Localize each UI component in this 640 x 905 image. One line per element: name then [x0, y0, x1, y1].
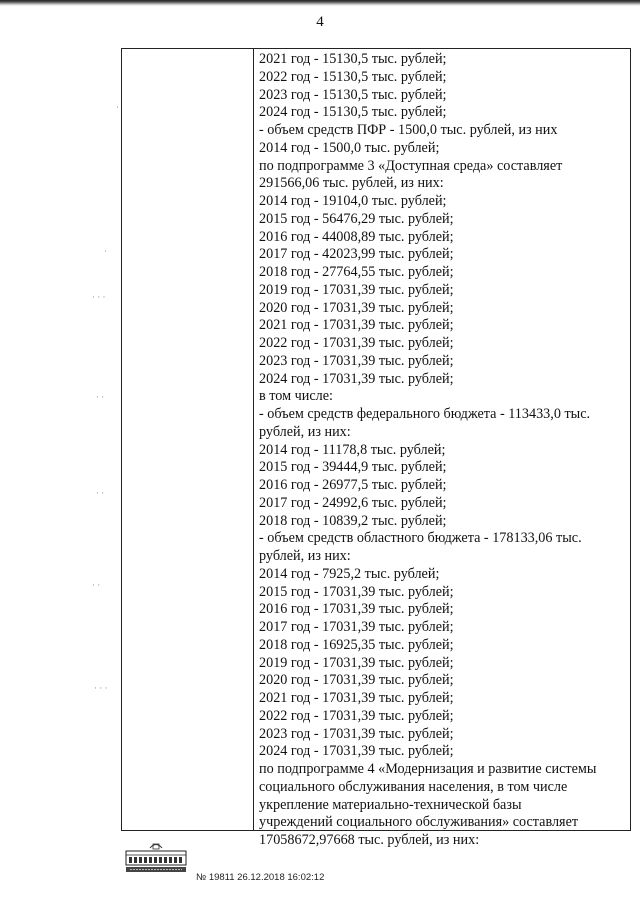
text-line: 2016 год - 26977,5 тыс. рублей;: [259, 477, 447, 493]
text-line: 2022 год - 17031,39 тыс. рублей;: [259, 335, 454, 351]
text-line: 2022 год - 15130,5 тыс. рублей;: [259, 68, 447, 85]
text-line: - объем средств ПФР - 1500,0 тыс. рублей, из них: [259, 122, 558, 138]
text-line: по подпрограмме 3 «Доступная среда» составляет: [259, 157, 563, 174]
text-line: 2019 год - 17031,39 тыс. рублей;: [259, 281, 454, 298]
scan-speck: · · ·: [94, 683, 108, 693]
text-line: 2014 год - 19104,0 тыс. рублей;: [259, 193, 447, 209]
text-line: 2023 год - 17031,39 тыс. рублей;: [259, 352, 454, 369]
text-line: 2020 год - 17031,39 тыс. рублей;: [259, 299, 454, 316]
registration-footer: № 19811 26.12.2018 16:02:12: [196, 872, 325, 883]
text-line: 2023 год - 15130,5 тыс. рублей;: [259, 86, 447, 103]
text-line: 2020 год - 17031,39 тыс. рублей;: [259, 672, 454, 689]
scan-speck: ·: [116, 102, 119, 112]
scan-edge: [0, 0, 640, 6]
text-line: укрепление материально-технической базы: [259, 796, 522, 813]
scan-speck: · ·: [96, 392, 105, 402]
text-line: 291566,06 тыс. рублей, из них:: [259, 175, 444, 192]
text-line: 2021 год - 17031,39 тыс. рублей;: [259, 690, 454, 706]
scan-speck: · ·: [92, 580, 101, 590]
funding-text-cell: [259, 51, 624, 850]
text-line: - объем средств федерального бюджета - 113433,0 тыс.: [259, 406, 591, 422]
text-line: 2019 год - 17031,39 тыс. рублей;: [259, 654, 454, 671]
scan-speck: · · ·: [92, 292, 106, 302]
text-line: 2024 год - 15130,5 тыс. рублей;: [259, 104, 447, 121]
text-line: 17058672,97668 тыс. рублей, из них:: [259, 832, 480, 848]
text-line: 2016 год - 17031,39 тыс. рублей;: [259, 601, 454, 618]
scan-speck: · ·: [96, 488, 105, 498]
text-line: 2023 год - 17031,39 тыс. рублей;: [259, 725, 454, 742]
text-line: 2017 год - 17031,39 тыс. рублей;: [259, 619, 454, 635]
text-line: 2017 год - 24992,6 тыс. рублей;: [259, 494, 447, 511]
text-line: социального обслуживания населения, в том числе: [259, 778, 568, 795]
text-line: 2014 год - 11178,8 тыс. рублей;: [259, 441, 446, 458]
text-line: рублей, из них:: [259, 423, 351, 440]
funding-table: [121, 48, 631, 848]
text-line: 2016 год - 44008,89 тыс. рублей;: [259, 228, 454, 245]
text-line: 2014 год - 1500,0 тыс. рублей;: [259, 139, 440, 156]
text-line: - объем средств областного бюджета - 178133,06 тыс.: [259, 530, 582, 547]
text-line: 2018 год - 16925,35 тыс. рублей;: [259, 636, 454, 653]
text-line: 2015 год - 17031,39 тыс. рублей;: [259, 583, 454, 600]
scan-speck: ·: [104, 246, 107, 256]
text-line: по подпрограмме 4 «Модернизация и развитие системы: [259, 761, 597, 777]
text-line: 2015 год - 56476,29 тыс. рублей;: [259, 210, 454, 227]
text-line: 2024 год - 17031,39 тыс. рублей;: [259, 370, 454, 387]
text-line: 2018 год - 10839,2 тыс. рублей;: [259, 512, 447, 529]
text-line: 2024 год - 17031,39 тыс. рублей;: [259, 743, 454, 760]
text-line: 2018 год - 27764,55 тыс. рублей;: [259, 264, 454, 280]
text-line: в том числе:: [259, 388, 333, 405]
text-line: 2021 год - 17031,39 тыс. рублей;: [259, 317, 454, 334]
text-line: учреждений социального обслуживания» составляет: [259, 814, 579, 831]
registry-stamp-icon: [122, 842, 190, 876]
column-divider: [253, 49, 254, 830]
text-line: 2021 год - 15130,5 тыс. рублей;: [259, 51, 447, 67]
text-line: 2017 год - 42023,99 тыс. рублей;: [259, 246, 454, 263]
text-line: 2022 год - 17031,39 тыс. рублей;: [259, 707, 454, 724]
text-line: рублей, из них:: [259, 548, 351, 564]
text-line: 2014 год - 7925,2 тыс. рублей;: [259, 565, 440, 582]
page-number: 4: [316, 14, 324, 30]
text-line: 2015 год - 39444,9 тыс. рублей;: [259, 459, 447, 476]
